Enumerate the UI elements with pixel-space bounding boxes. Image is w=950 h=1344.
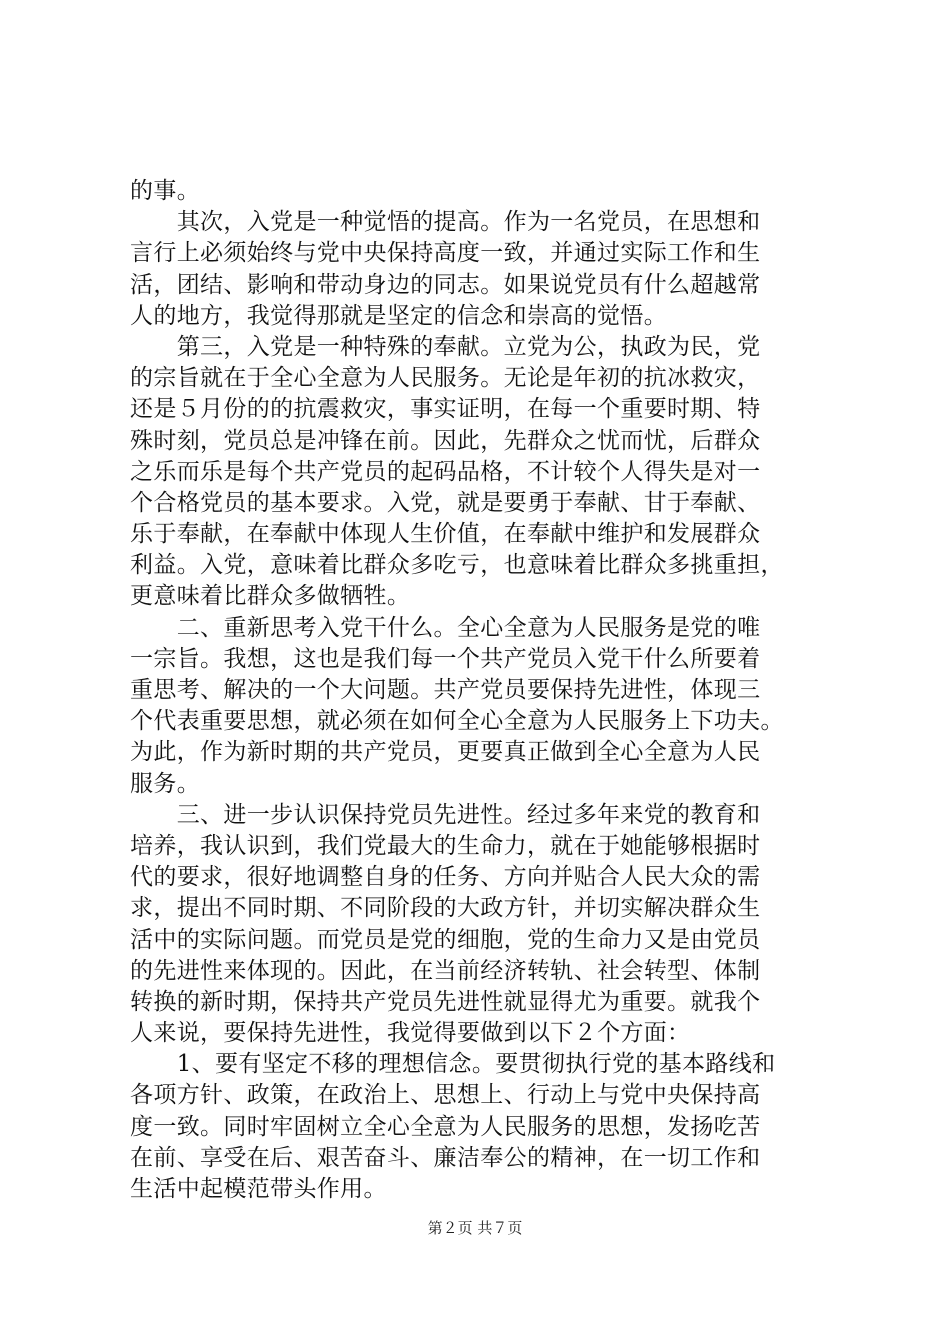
text-line: 为此，作为新时期的共产党员，更要真正做到全心全意为人民 — [130, 739, 761, 766]
text-line: 第三，入党是一种特殊的奉献。立党为公，执政为民，党 — [130, 333, 761, 360]
text-line: 生活中起模范带头作用。 — [130, 1176, 387, 1202]
page-footer: 第２页 共７页 — [427, 1219, 523, 1237]
text-line: 还是５月份的的抗震救灾，事实证明，在每一个重要时期、特 — [130, 396, 761, 423]
text-line: 重思考、解决的一个大问题。共产党员要保持先进性，体现三 — [130, 677, 761, 703]
text-line: 活中的实际问题。而党员是党的细胞，党的生命力又是由党员 — [130, 926, 761, 953]
text-line: 转换的新时期，保持共产党员先进性就显得尤为重要。就我个 — [130, 988, 761, 1015]
text-line: 的事。 — [130, 178, 201, 204]
text-line: 个合格党员的基本要求。入党，就是要勇于奉献、甘于奉献、 — [130, 489, 761, 516]
text-line: 代的要求，很好地调整自身的任务、方向并贴合人民大众的需 — [130, 864, 761, 891]
text-line: 的先进性来体现的。因此，在当前经济转轨、社会转型、体制 — [130, 957, 761, 984]
text-line: 求，提出不同时期、不同阶段的大政方针，并切实解决群众生 — [130, 895, 761, 922]
text-line: 活，团结、影响和带动身边的同志。如果说党员有什么超越常 — [130, 271, 761, 298]
text-line: 服务。 — [130, 770, 201, 797]
text-line: 之乐而乐是每个共产党员的起码品格，不计较个人得失是对一 — [130, 458, 761, 485]
text-line: 度一致。同时牢固树立全心全意为人民服务的思想，发扬吃苦 — [130, 1113, 761, 1140]
text-line: 一宗旨。我想，这也是我们每一个共产党员入党干什么所要着 — [130, 645, 761, 672]
text-line: 的宗旨就在于全心全意为人民服务。无论是年初的抗冰救灾， — [130, 365, 761, 392]
text-line: 二、重新思考入党干什么。全心全意为人民服务是党的唯 — [130, 614, 761, 641]
text-line: 各项方针、政策，在政治上、思想上、行动上与党中央保持高 — [130, 1082, 761, 1109]
text-line: 人的地方，我觉得那就是坚定的信念和崇高的觉悟。 — [130, 302, 668, 329]
text-line: 言行上必须始终与党中央保持高度一致，并通过实际工作和生 — [130, 240, 761, 267]
text-line: 人来说，要保持先进性，我觉得要做到以下２个方面： — [130, 1020, 691, 1047]
text-line: 1、要有坚定不移的理想信念。要贯彻执行党的基本路线和 — [130, 1051, 776, 1078]
text-line: 利益。入党，意味着比群众多吃亏，也意味着比群众多挑重担， — [130, 552, 784, 579]
body-text — [130, 176, 830, 1205]
text-line: 培养，我认识到，我们党最大的生命力，就在于她能够根据时 — [130, 832, 761, 859]
text-line: 殊时刻，党员总是冲锋在前。因此，先群众之忧而忧，后群众 — [130, 427, 761, 454]
text-line: 其次，入党是一种觉悟的提高。作为一名党员，在思想和 — [130, 209, 761, 236]
text-line: 个代表重要思想，就必须在如何全心全意为人民服务上下功夫。 — [130, 708, 784, 735]
text-line: 三、进一步认识保持党员先进性。经过多年来党的教育和 — [130, 801, 761, 828]
text-line: 更意味着比群众多做牺牲。 — [130, 583, 411, 610]
text-line: 乐于奉献，在奉献中体现人生价值，在奉献中维护和发展群众 — [130, 521, 761, 548]
text-line: 在前、享受在后、艰苦奋斗、廉洁奉公的精神，在一切工作和 — [130, 1144, 761, 1171]
